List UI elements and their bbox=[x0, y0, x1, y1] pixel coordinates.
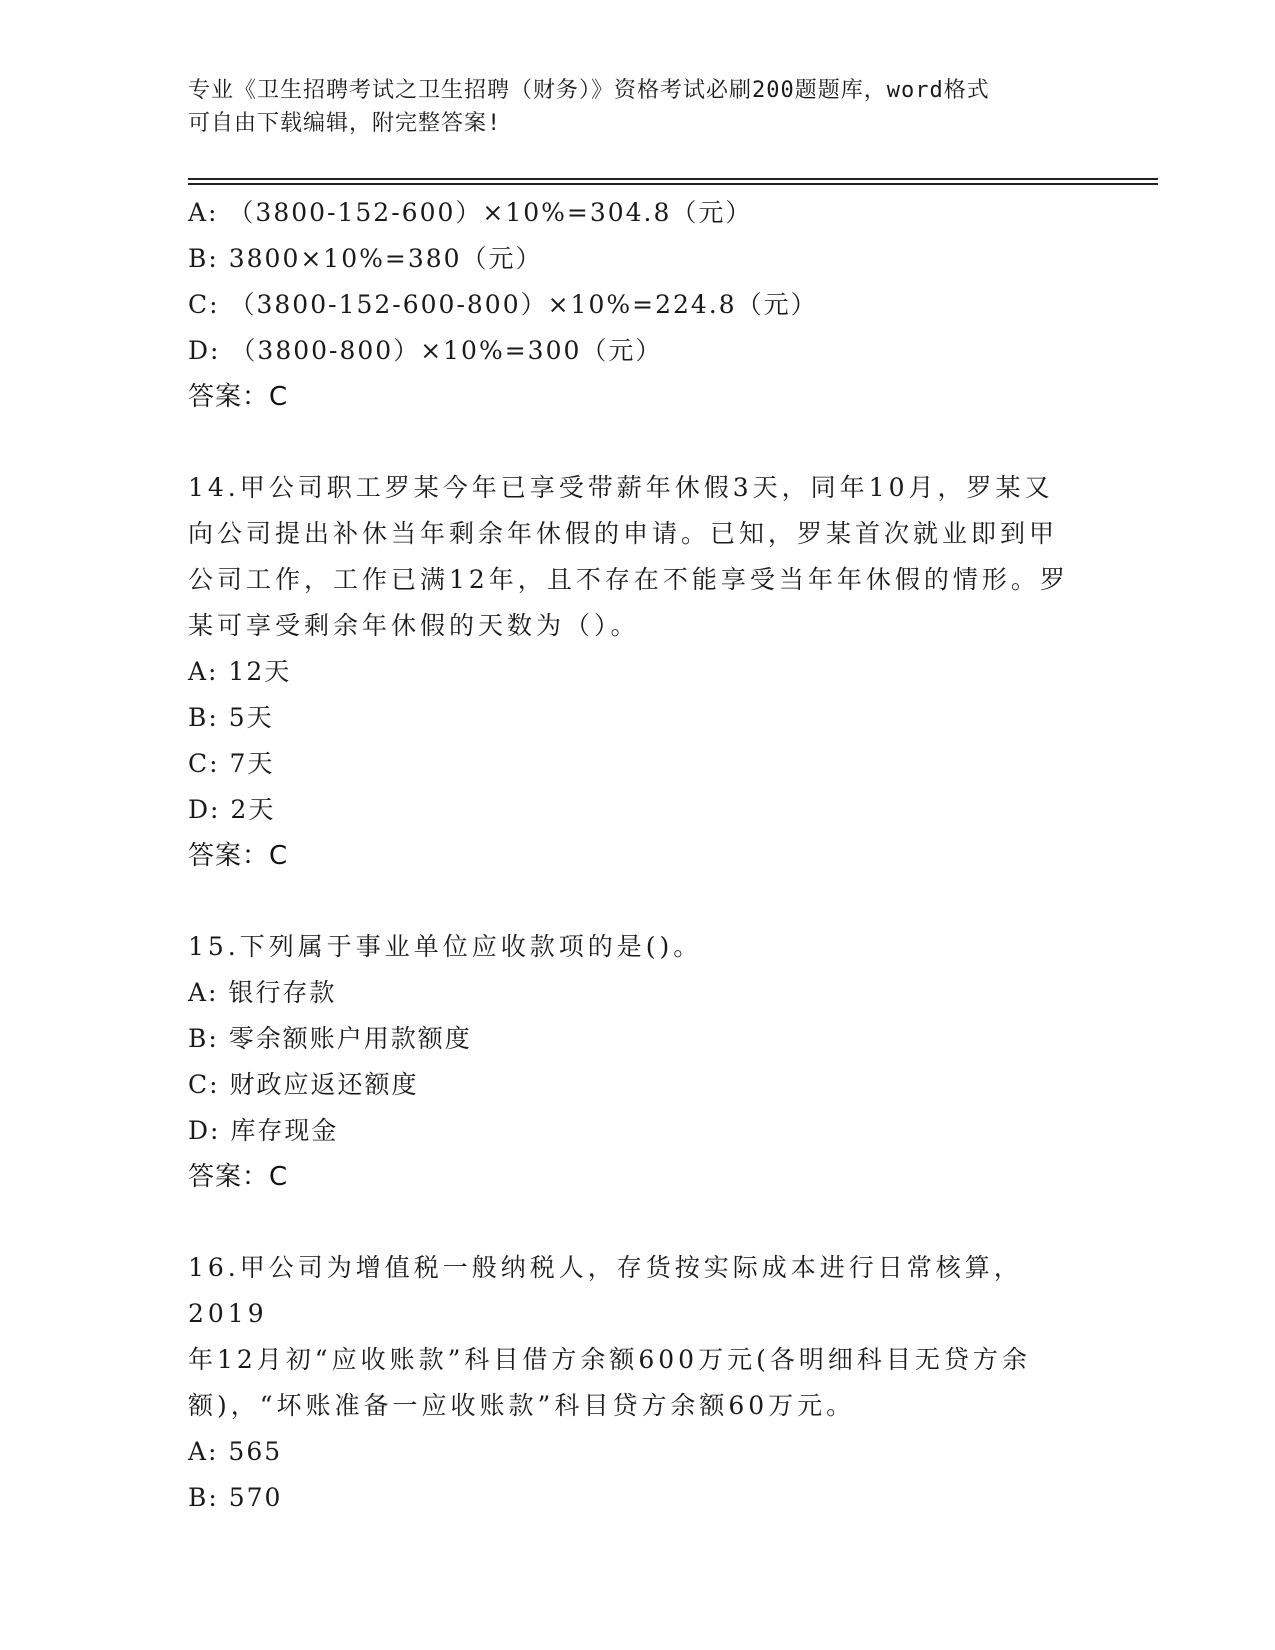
header-line-1: 专业《卫生招聘考试之卫生招聘（财务）》资格考试必刷200题题库，word格式 bbox=[188, 78, 990, 103]
option-c: C: 7天 bbox=[188, 749, 275, 778]
answer: 答案：C bbox=[188, 382, 289, 412]
question-stem-line: 额)，“坏账准备一应收账款”科目贷方余额60万元。 bbox=[188, 1391, 856, 1420]
question-stem-line: 向公司提出补休当年剩余年休假的申请。已知，罗某首次就业即到甲 bbox=[188, 519, 1059, 548]
question-stem-line: 某可享受剩余年休假的天数为（）。 bbox=[188, 611, 640, 640]
option-c: C: （3800-152-600-800）×10%=224.8（元） bbox=[188, 290, 818, 319]
question-16 bbox=[188, 1245, 1088, 1521]
question-stem-line: 14.甲公司职工罗某今年已享受带薪年休假3天，同年10月，罗某又 bbox=[188, 473, 1054, 502]
answer: 答案：C bbox=[188, 1162, 289, 1192]
option-d: D: （3800-800）×10%=300（元） bbox=[188, 336, 663, 365]
option-a: A: （3800-152-600）×10%=304.8（元） bbox=[188, 198, 753, 227]
question-13 bbox=[188, 190, 1088, 420]
question-stem-line: 年12月初“应收账款”科目借方余额600万元(各明细科目无贷方余 bbox=[188, 1345, 1031, 1374]
question-stem-line: 公司工作，工作已满12年，且不存在不能享受当年年休假的情形。罗 bbox=[188, 565, 1069, 594]
option-a: A: 565 bbox=[188, 1437, 283, 1466]
answer: 答案：C bbox=[188, 841, 289, 871]
option-d: D: 库存现金 bbox=[188, 1116, 339, 1145]
header-divider-top bbox=[188, 178, 1158, 180]
question-stem-line: 16.甲公司为增值税一般纳税人，存货按实际成本进行日常核算，2019 bbox=[188, 1253, 1023, 1328]
question-stem-line: 15.下列属于事业单位应收款项的是()。 bbox=[188, 932, 703, 961]
header-line-2: 可自由下载编辑，附完整答案! bbox=[188, 111, 502, 136]
question-14 bbox=[188, 465, 1088, 879]
option-b: B: 570 bbox=[188, 1483, 283, 1512]
option-b: B: 5天 bbox=[188, 703, 274, 732]
option-d: D: 2天 bbox=[188, 795, 276, 824]
question-15 bbox=[188, 924, 1088, 1200]
option-a: A: 银行存款 bbox=[188, 978, 337, 1007]
option-b: B: 零余额账户用款额度 bbox=[188, 1024, 472, 1053]
header-divider-bottom bbox=[188, 183, 1158, 185]
option-c: C: 财政应返还额度 bbox=[188, 1070, 419, 1099]
question-list bbox=[188, 190, 1088, 1521]
option-b: B: 3800×10%=380（元） bbox=[188, 244, 543, 273]
document-header bbox=[188, 74, 1088, 140]
option-a: A: 12天 bbox=[188, 657, 292, 686]
